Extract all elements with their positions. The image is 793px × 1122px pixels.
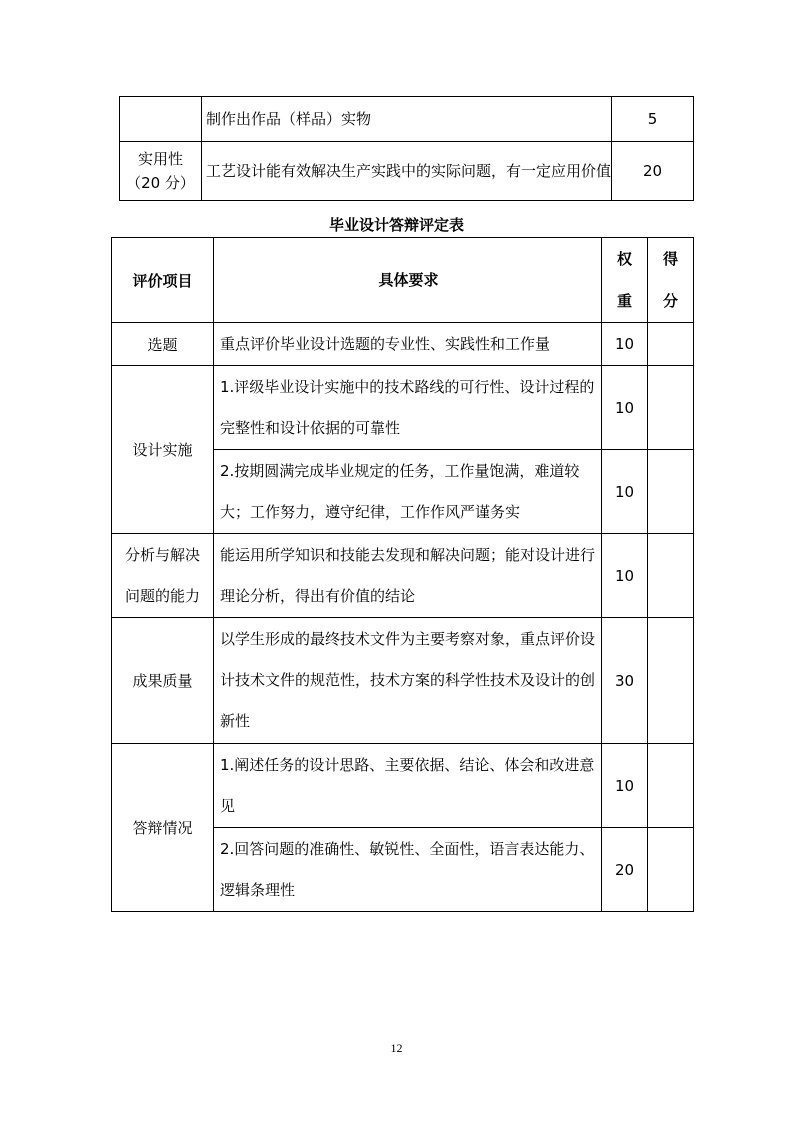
header-item: 评价项目 xyxy=(112,238,214,323)
score-input-cell[interactable] xyxy=(648,450,694,534)
weight-cell: 10 xyxy=(602,323,648,366)
weight-cell: 10 xyxy=(602,366,648,450)
score-cell: 20 xyxy=(612,142,694,201)
header-score xyxy=(648,238,694,323)
requirement-cell: 1.阐述任务的设计思路、主要依据、结论、体会和改进意见 xyxy=(214,744,602,828)
requirement-cell: 1.评级毕业设计实施中的技术路线的可行性、设计过程的完整性和设计依据的可靠性 xyxy=(214,366,602,450)
score-input-cell[interactable] xyxy=(648,323,694,366)
table-header-row xyxy=(112,238,694,323)
item-cell: 答辩情况 xyxy=(112,744,214,912)
header-weight-line2: 重 xyxy=(616,292,632,310)
table-row xyxy=(112,366,694,450)
scoring-table-continuation xyxy=(119,96,694,201)
header-score-line2: 分 xyxy=(662,292,678,310)
header-weight xyxy=(602,238,648,323)
table-row xyxy=(112,534,694,618)
header-weight-line1: 权 xyxy=(616,250,632,268)
requirement-cell: 能运用所学知识和技能去发现和解决问题；能对设计进行理论分析，得出有价值的结论 xyxy=(214,534,602,618)
requirement-cell: 工艺设计能有效解决生产实践中的实际问题，有一定应用价值 xyxy=(202,142,612,201)
defense-evaluation-table xyxy=(111,237,694,912)
requirement-cell: 2.回答问题的准确性、敏锐性、全面性，语言表达能力、逻辑条理性 xyxy=(214,828,602,912)
score-input-cell[interactable] xyxy=(648,534,694,618)
header-score-line1: 得 xyxy=(662,250,678,268)
score-input-cell[interactable] xyxy=(648,618,694,744)
score-input-cell[interactable] xyxy=(648,828,694,912)
weight-cell: 10 xyxy=(602,534,648,618)
header-requirement: 具体要求 xyxy=(214,238,602,323)
table-row xyxy=(112,618,694,744)
item-label-line1: 分析与解决 xyxy=(124,545,200,564)
item-label-line2: （20 分） xyxy=(126,174,195,192)
page-number: 12 xyxy=(390,1041,403,1055)
table-row xyxy=(112,744,694,828)
item-cell xyxy=(112,534,214,618)
requirement-cell: 制作出作品（样品）实物 xyxy=(202,97,612,142)
table-row xyxy=(112,323,694,366)
score-input-cell[interactable] xyxy=(648,366,694,450)
requirement-cell: 2.按期圆满完成毕业规定的任务，工作量饱满，难道较大；工作努力，遵守纪律，工作作风严谨务实 xyxy=(214,450,602,534)
score-cell: 5 xyxy=(612,97,694,142)
weight-cell: 10 xyxy=(602,744,648,828)
weight-cell: 30 xyxy=(602,618,648,744)
requirement-cell: 以学生形成的最终技术文件为主要考察对象，重点评价设计技术文件的规范性，技术方案的科学性技术及设计的创新性 xyxy=(214,618,602,744)
item-label-line1: 实用性 xyxy=(137,150,183,168)
item-cell xyxy=(120,97,202,142)
item-label-line2: 问题的能力 xyxy=(124,586,200,605)
weight-cell: 10 xyxy=(602,450,648,534)
table-title: 毕业设计答辩评定表 xyxy=(328,216,464,234)
table-row xyxy=(120,97,694,142)
item-cell: 成果质量 xyxy=(112,618,214,744)
item-cell xyxy=(120,142,202,201)
weight-cell: 20 xyxy=(602,828,648,912)
score-input-cell[interactable] xyxy=(648,744,694,828)
requirement-cell: 重点评价毕业设计选题的专业性、实践性和工作量 xyxy=(214,323,602,366)
table-row xyxy=(120,142,694,201)
item-cell: 设计实施 xyxy=(112,366,214,534)
item-cell: 选题 xyxy=(112,323,214,366)
